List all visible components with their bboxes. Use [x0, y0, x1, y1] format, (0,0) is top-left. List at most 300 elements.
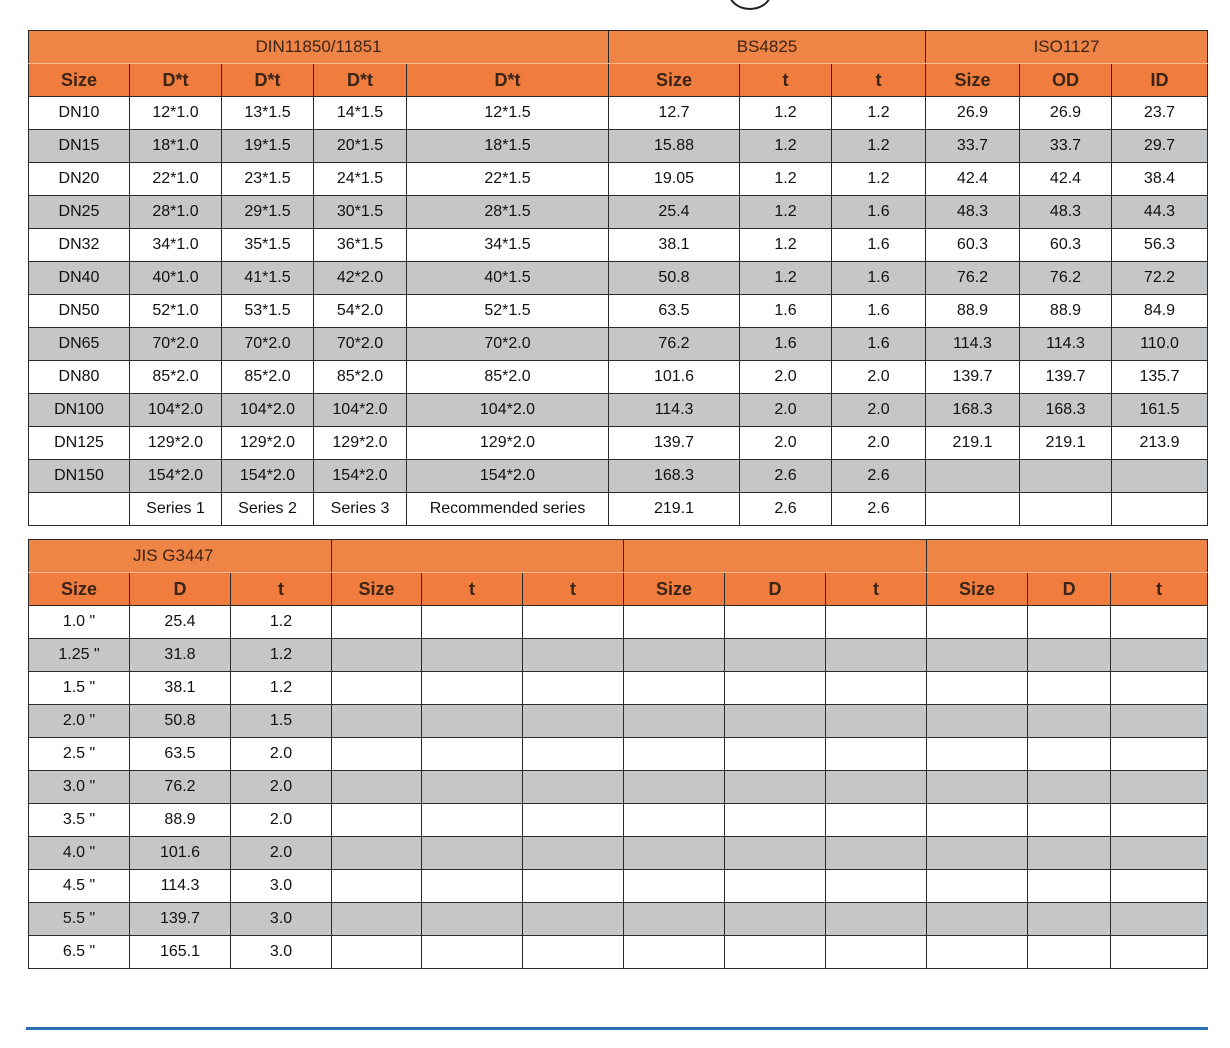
table-cell: 50.8 [609, 262, 740, 295]
table-cell: 63.5 [130, 738, 231, 771]
table-cell [1111, 705, 1208, 738]
table-cell: 18*1.0 [130, 130, 222, 163]
table-cell [422, 804, 523, 837]
table-cell [725, 804, 826, 837]
table-cell: DN125 [29, 427, 130, 460]
table-cell [725, 606, 826, 639]
table-cell [624, 639, 725, 672]
table-cell: 36*1.5 [314, 229, 407, 262]
table-cell [422, 705, 523, 738]
table-cell [1028, 606, 1111, 639]
table-cell: 76.2 [926, 262, 1020, 295]
table-cell [927, 606, 1028, 639]
table-cell: 2.6 [832, 460, 926, 493]
column-header: t [422, 573, 523, 606]
table-cell [725, 837, 826, 870]
column-header: ID [1112, 64, 1208, 97]
table-cell [1111, 837, 1208, 870]
column-header: Size [624, 573, 725, 606]
table-cell: 60.3 [1020, 229, 1112, 262]
column-header: D*t [407, 64, 609, 97]
table-cell: 25.4 [130, 606, 231, 639]
column-header: t [832, 64, 926, 97]
table-cell [523, 738, 624, 771]
table-cell: DN20 [29, 163, 130, 196]
table-cell: DN65 [29, 328, 130, 361]
table-cell: 19*1.5 [222, 130, 314, 163]
table-cell [332, 738, 422, 771]
table-cell [1111, 738, 1208, 771]
table-cell [624, 870, 725, 903]
table-cell [29, 493, 130, 526]
table-cell: Series 3 [314, 493, 407, 526]
table-cell [826, 837, 927, 870]
table-row [29, 229, 1208, 262]
table-cell: 2.0 [740, 427, 832, 460]
table-row [29, 639, 1208, 672]
table-cell [624, 804, 725, 837]
table-cell: 40*1.5 [407, 262, 609, 295]
table-cell: 1.2 [231, 606, 332, 639]
table-row [29, 738, 1208, 771]
table-cell: 19.05 [609, 163, 740, 196]
table-row [29, 870, 1208, 903]
table-cell: 88.9 [1020, 295, 1112, 328]
table-cell: 154*2.0 [130, 460, 222, 493]
table-cell [1111, 870, 1208, 903]
table-cell [826, 903, 927, 936]
table-cell: 101.6 [609, 361, 740, 394]
table-cell: 114.3 [926, 328, 1020, 361]
table-row [29, 97, 1208, 130]
table-cell: 30*1.5 [314, 196, 407, 229]
table-cell: 1.2 [740, 130, 832, 163]
table-cell: 3.0 [231, 870, 332, 903]
table-cell: Series 2 [222, 493, 314, 526]
table-cell: 53*1.5 [222, 295, 314, 328]
table-cell: 135.7 [1112, 361, 1208, 394]
table-cell [826, 771, 927, 804]
table-row [29, 771, 1208, 804]
table-cell: 1.6 [740, 328, 832, 361]
table-cell: 38.4 [1112, 163, 1208, 196]
table-row [29, 328, 1208, 361]
table-cell [332, 870, 422, 903]
table-cell: 22*1.0 [130, 163, 222, 196]
table-cell: 1.6 [832, 262, 926, 295]
table-cell [523, 606, 624, 639]
table-cell: 165.1 [130, 936, 231, 969]
table-cell: 15.88 [609, 130, 740, 163]
table-cell: 154*2.0 [222, 460, 314, 493]
table-cell: 31.8 [130, 639, 231, 672]
table-cell: 2.0 [231, 837, 332, 870]
table-cell: 1.6 [740, 295, 832, 328]
table-cell: 34*1.0 [130, 229, 222, 262]
table-cell: 2.5 " [29, 738, 130, 771]
table-cell: 219.1 [926, 427, 1020, 460]
table-cell [422, 771, 523, 804]
jis-size-table [28, 539, 1208, 969]
table-cell: 20*1.5 [314, 130, 407, 163]
table-cell: 2.0 [832, 427, 926, 460]
table-cell [826, 705, 927, 738]
table-cell: Recommended series [407, 493, 609, 526]
column-header: Size [927, 573, 1028, 606]
table-cell [927, 870, 1028, 903]
table-cell [523, 936, 624, 969]
table-cell: DN80 [29, 361, 130, 394]
table-cell: 3.0 " [29, 771, 130, 804]
table-cell [725, 936, 826, 969]
table-row [29, 606, 1208, 639]
table-cell [1111, 771, 1208, 804]
table-cell [725, 705, 826, 738]
table-cell: 12.7 [609, 97, 740, 130]
table-cell: 12*1.0 [130, 97, 222, 130]
table-cell: 219.1 [609, 493, 740, 526]
table-cell [422, 672, 523, 705]
table-cell: 1.5 [231, 705, 332, 738]
table-cell: 50.8 [130, 705, 231, 738]
table-cell [624, 672, 725, 705]
column-header: D*t [222, 64, 314, 97]
table-cell: 28*1.5 [407, 196, 609, 229]
table-cell: 35*1.5 [222, 229, 314, 262]
table-cell: 129*2.0 [407, 427, 609, 460]
table-cell: 2.0 [832, 361, 926, 394]
table-cell: 129*2.0 [314, 427, 407, 460]
group-empty-4 [927, 540, 1208, 573]
table-cell: 6.5 " [29, 936, 130, 969]
table-cell [1111, 606, 1208, 639]
column-header: Size [332, 573, 422, 606]
column-header: OD [1020, 64, 1112, 97]
table-row [29, 672, 1208, 705]
group-empty-2 [332, 540, 624, 573]
table-cell [1028, 705, 1111, 738]
table-cell: 70*2.0 [314, 328, 407, 361]
table-cell [332, 771, 422, 804]
table-cell: 2.0 [231, 738, 332, 771]
table-cell [422, 936, 523, 969]
din-bs-iso-size-table [28, 30, 1208, 526]
table-cell: 114.3 [1020, 328, 1112, 361]
table-cell: 29.7 [1112, 130, 1208, 163]
table-cell [332, 606, 422, 639]
table-cell [1111, 672, 1208, 705]
table-cell [826, 870, 927, 903]
column-header: Size [609, 64, 740, 97]
table-cell: 219.1 [1020, 427, 1112, 460]
table-cell: 154*2.0 [314, 460, 407, 493]
table-cell: 110.0 [1112, 328, 1208, 361]
table-cell [1028, 771, 1111, 804]
table-cell [1112, 493, 1208, 526]
table-cell: DN100 [29, 394, 130, 427]
group-jis: JIS G3447 [29, 540, 332, 573]
table-row [29, 460, 1208, 493]
table-cell: 88.9 [130, 804, 231, 837]
group-iso: ISO1127 [926, 31, 1208, 64]
table-cell: 1.2 [740, 97, 832, 130]
table-cell: 154*2.0 [407, 460, 609, 493]
column-header: t [231, 573, 332, 606]
table-row [29, 361, 1208, 394]
table-cell [1112, 460, 1208, 493]
table-cell: 3.0 [231, 903, 332, 936]
table-cell [523, 639, 624, 672]
table-cell [826, 936, 927, 969]
table-cell: DN10 [29, 97, 130, 130]
column-header: D*t [130, 64, 222, 97]
table-row [29, 903, 1208, 936]
table-cell: 1.6 [832, 328, 926, 361]
table-row [29, 936, 1208, 969]
table-cell [1028, 639, 1111, 672]
table-cell: 2.0 " [29, 705, 130, 738]
table-cell: 168.3 [1020, 394, 1112, 427]
table-cell [826, 738, 927, 771]
table-row [29, 394, 1208, 427]
table-cell [523, 705, 624, 738]
table-cell: 1.2 [832, 97, 926, 130]
table-cell: 1.2 [740, 163, 832, 196]
table-cell [624, 606, 725, 639]
table-cell [332, 672, 422, 705]
table-cell: 2.0 [832, 394, 926, 427]
table-cell [523, 771, 624, 804]
table-cell [927, 738, 1028, 771]
column-header-row [29, 64, 1208, 97]
table-cell [927, 837, 1028, 870]
table-cell: 33.7 [926, 130, 1020, 163]
table-row [29, 804, 1208, 837]
table-cell [523, 870, 624, 903]
table-cell: 85*2.0 [314, 361, 407, 394]
table-cell [332, 804, 422, 837]
table-cell [1028, 903, 1111, 936]
table-cell: 63.5 [609, 295, 740, 328]
table-cell: 56.3 [1112, 229, 1208, 262]
table-row [29, 196, 1208, 229]
table-cell [332, 705, 422, 738]
table-cell [826, 804, 927, 837]
table-cell [1028, 870, 1111, 903]
table-cell: 1.2 [740, 262, 832, 295]
column-header: Size [29, 64, 130, 97]
table-cell [927, 639, 1028, 672]
table-cell [927, 771, 1028, 804]
table-cell: 114.3 [609, 394, 740, 427]
column-header: t [523, 573, 624, 606]
table-cell [1020, 493, 1112, 526]
table-cell: 161.5 [1112, 394, 1208, 427]
table-cell: 1.2 [832, 163, 926, 196]
table-cell: 25.4 [609, 196, 740, 229]
group-din: DIN11850/11851 [29, 31, 609, 64]
table-cell: 2.6 [740, 460, 832, 493]
table-cell [1020, 460, 1112, 493]
table-cell: 85*2.0 [222, 361, 314, 394]
table-cell: 1.0 " [29, 606, 130, 639]
table-cell [624, 738, 725, 771]
table-cell: 22*1.5 [407, 163, 609, 196]
table-cell: 213.9 [1112, 427, 1208, 460]
table-row [29, 493, 1208, 526]
table-cell: 70*2.0 [407, 328, 609, 361]
table-cell: 1.2 [740, 196, 832, 229]
table-cell: 101.6 [130, 837, 231, 870]
column-header: Size [29, 573, 130, 606]
table-cell: 1.6 [832, 295, 926, 328]
table-cell: 3.0 [231, 936, 332, 969]
table-cell [332, 936, 422, 969]
table-cell: 2.0 [231, 804, 332, 837]
table-cell [927, 936, 1028, 969]
table-cell: 139.7 [609, 427, 740, 460]
table-cell: 1.5 " [29, 672, 130, 705]
table-cell: DN150 [29, 460, 130, 493]
table-cell [1028, 738, 1111, 771]
table-cell [422, 606, 523, 639]
table-cell: 2.6 [740, 493, 832, 526]
table-cell: 70*2.0 [222, 328, 314, 361]
table-cell: 60.3 [926, 229, 1020, 262]
table-cell: DN15 [29, 130, 130, 163]
table-cell: 104*2.0 [314, 394, 407, 427]
table-cell: 52*1.5 [407, 295, 609, 328]
table-cell [927, 903, 1028, 936]
table-cell: 5.5 " [29, 903, 130, 936]
table-cell: 3.5 " [29, 804, 130, 837]
table-row [29, 130, 1208, 163]
column-header: t [740, 64, 832, 97]
table-cell: 85*2.0 [130, 361, 222, 394]
table-cell: 42*2.0 [314, 262, 407, 295]
table-cell [332, 837, 422, 870]
table-cell [422, 837, 523, 870]
table-cell: 13*1.5 [222, 97, 314, 130]
column-header: t [1111, 573, 1208, 606]
table-cell: 114.3 [130, 870, 231, 903]
table-cell: 48.3 [1020, 196, 1112, 229]
table-cell: 104*2.0 [407, 394, 609, 427]
table-row [29, 262, 1208, 295]
table-cell [826, 639, 927, 672]
table-cell: 33.7 [1020, 130, 1112, 163]
table-row [29, 295, 1208, 328]
table-cell: 28*1.0 [130, 196, 222, 229]
table-cell: 40*1.0 [130, 262, 222, 295]
table-cell [826, 606, 927, 639]
table-cell [1111, 639, 1208, 672]
column-header: D [725, 573, 826, 606]
table-cell: 72.2 [1112, 262, 1208, 295]
table-cell: 41*1.5 [222, 262, 314, 295]
table-cell: 29*1.5 [222, 196, 314, 229]
table-cell [725, 870, 826, 903]
table-cell: DN40 [29, 262, 130, 295]
column-header: D*t [314, 64, 407, 97]
group-bs: BS4825 [609, 31, 926, 64]
table-cell [725, 903, 826, 936]
table-cell: 18*1.5 [407, 130, 609, 163]
table-cell: 168.3 [609, 460, 740, 493]
table-row [29, 427, 1208, 460]
column-header: D [130, 573, 231, 606]
table-cell [826, 672, 927, 705]
table-cell [1028, 672, 1111, 705]
table-cell: 70*2.0 [130, 328, 222, 361]
table-cell: 139.7 [130, 903, 231, 936]
table-cell [725, 639, 826, 672]
table-cell: 42.4 [1020, 163, 1112, 196]
table-cell: 76.2 [1020, 262, 1112, 295]
table-cell: 1.2 [231, 672, 332, 705]
table-cell [1028, 936, 1111, 969]
table-cell: Series 1 [130, 493, 222, 526]
table-row [29, 837, 1208, 870]
table-cell [523, 837, 624, 870]
table-cell [926, 493, 1020, 526]
table-cell [1028, 837, 1111, 870]
table-cell: 139.7 [1020, 361, 1112, 394]
table-cell [725, 771, 826, 804]
table-cell: 42.4 [926, 163, 1020, 196]
table-cell [523, 672, 624, 705]
table-cell: DN25 [29, 196, 130, 229]
table-cell [332, 639, 422, 672]
table-cell: 88.9 [926, 295, 1020, 328]
table-cell: 38.1 [609, 229, 740, 262]
table-cell: 1.2 [740, 229, 832, 262]
table-cell: 84.9 [1112, 295, 1208, 328]
table-cell [332, 903, 422, 936]
table-cell: 129*2.0 [130, 427, 222, 460]
table-cell: 1.6 [832, 196, 926, 229]
table-cell: 48.3 [926, 196, 1020, 229]
table-cell: 104*2.0 [222, 394, 314, 427]
table-row [29, 163, 1208, 196]
table-cell: 104*2.0 [130, 394, 222, 427]
table-cell: 2.0 [740, 394, 832, 427]
table-cell: 26.9 [1020, 97, 1112, 130]
table-cell: 2.0 [231, 771, 332, 804]
group-header-row [29, 31, 1208, 64]
table-cell [624, 903, 725, 936]
table-cell: 2.0 [740, 361, 832, 394]
table-cell: DN50 [29, 295, 130, 328]
table-cell [523, 804, 624, 837]
table-cell [624, 936, 725, 969]
table-cell [1111, 804, 1208, 837]
table-cell: 1.6 [832, 229, 926, 262]
table-cell [1111, 903, 1208, 936]
table-cell [926, 460, 1020, 493]
table-cell [422, 870, 523, 903]
column-header: Size [926, 64, 1020, 97]
table-cell: 38.1 [130, 672, 231, 705]
column-header: D [1028, 573, 1111, 606]
table-cell: 4.0 " [29, 837, 130, 870]
column-header-row [29, 573, 1208, 606]
table-cell [624, 771, 725, 804]
table-cell: 14*1.5 [314, 97, 407, 130]
table-cell [422, 639, 523, 672]
table-cell [422, 738, 523, 771]
table-cell [624, 705, 725, 738]
